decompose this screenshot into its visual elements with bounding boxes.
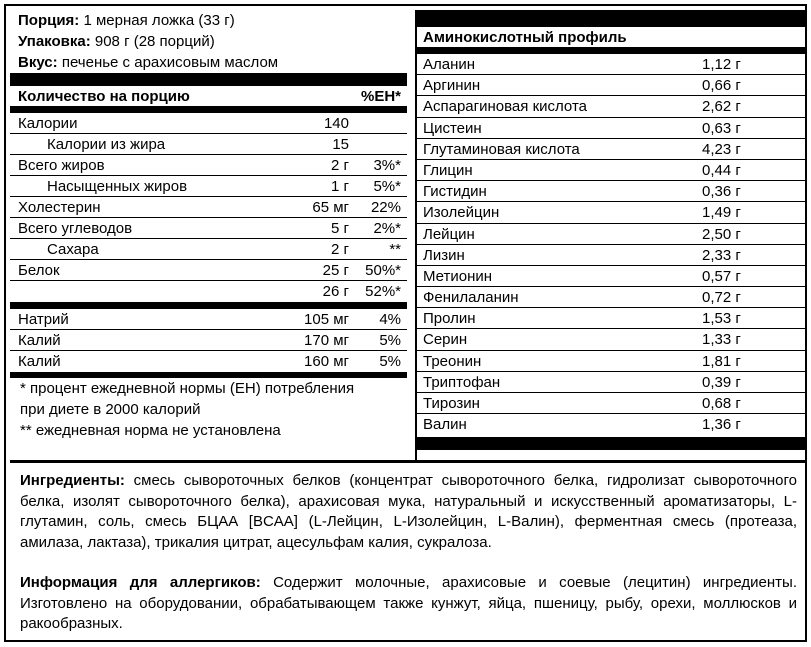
nutrient-dv: 50%* <box>365 262 401 279</box>
nutrient-name: Сахара <box>47 241 99 258</box>
amino-name: Лейцин <box>423 225 475 243</box>
amino-value: 0,66 г <box>702 77 741 95</box>
nutrient-amount: 1 г <box>331 178 349 195</box>
amino-value: 1,81 г <box>702 352 741 370</box>
amino-rows <box>417 54 806 435</box>
nutrient-amount: 2 г <box>331 241 349 258</box>
mineral-amount: 105 мг <box>304 311 349 328</box>
nutrition-header-row: Количество на порцию %ЕН* <box>10 86 407 107</box>
amino-name: Аргинин <box>423 77 481 95</box>
amino-row <box>417 75 806 96</box>
amino-value: 0,36 г <box>702 183 741 201</box>
amino-value: 0,63 г <box>702 119 741 137</box>
nutrient-name: Всего жиров <box>18 157 105 174</box>
nutrient-row <box>10 218 407 239</box>
footnote-no-dv: ** ежедневная норма не установлена <box>20 422 281 439</box>
nutrient-row <box>10 155 407 176</box>
mineral-dv: 5% <box>379 353 401 370</box>
amino-value: 0,68 г <box>702 395 741 412</box>
amino-row <box>417 414 806 435</box>
amino-value: 0,72 г <box>702 289 741 307</box>
footnote-dv-cont: при диете в 2000 калорий <box>20 401 201 418</box>
nutrient-row <box>10 197 407 218</box>
mineral-amount: 160 мг <box>304 353 349 370</box>
amino-title: Аминокислотный профиль <box>417 27 806 48</box>
amino-name: Метионин <box>423 267 493 285</box>
ingredients-section <box>10 460 805 644</box>
footnote-dv: * процент ежедневной нормы (ЕН) потребления <box>20 380 355 397</box>
amino-value: 0,44 г <box>702 161 741 179</box>
flavor: Вкус: печенье с арахисовым маслом <box>18 54 279 71</box>
amino-row <box>417 329 806 350</box>
amino-row <box>417 160 806 181</box>
nutrient-dv: 52%* <box>365 283 401 300</box>
amino-row <box>417 181 806 202</box>
nutrient-amount: 65 мг <box>312 199 349 216</box>
mineral-amount: 170 мг <box>304 332 349 349</box>
amino-value: 1,12 г <box>702 56 741 73</box>
amino-row <box>417 202 806 223</box>
amino-row <box>417 372 806 393</box>
mineral-name: Калий <box>18 332 61 349</box>
serving-size: Порция: 1 мерная ложка (33 г) <box>18 12 235 29</box>
nutrient-dv: ** <box>389 241 401 258</box>
nutrient-name: Белок <box>18 262 60 279</box>
thick-divider <box>417 437 806 450</box>
nutrient-row <box>10 113 407 134</box>
amino-value: 0,39 г <box>702 373 741 391</box>
amino-row <box>417 308 806 329</box>
amino-name: Изолейцин <box>423 204 500 222</box>
amino-row <box>417 139 806 160</box>
amino-row <box>417 96 806 117</box>
nutrient-amount: 26 г <box>322 283 349 300</box>
amino-value: 0,57 г <box>702 267 741 285</box>
amino-name: Триптофан <box>423 373 501 391</box>
amino-name: Аланин <box>423 56 476 73</box>
mineral-row <box>10 309 407 330</box>
mineral-name: Калий <box>18 353 61 370</box>
thick-divider <box>417 10 806 27</box>
amino-name: Глицин <box>423 161 473 179</box>
nutrient-dv: 3%* <box>373 157 401 174</box>
nutrient-amount: 140 <box>323 115 349 132</box>
mineral-dv: 4% <box>379 311 401 328</box>
amino-row <box>417 118 806 139</box>
amino-row <box>417 287 806 308</box>
nutrient-amount: 2 г <box>331 157 349 174</box>
mineral-rows <box>10 309 407 372</box>
nutrient-row <box>10 134 407 155</box>
nutrient-row <box>10 176 407 197</box>
nutrient-name: Калории <box>18 115 78 132</box>
amino-name: Глутаминовая кислота <box>423 140 580 158</box>
amino-acid-panel <box>415 10 806 460</box>
amino-row <box>417 351 806 372</box>
amino-value: 1,49 г <box>702 204 741 222</box>
nutrition-facts-panel <box>10 10 407 460</box>
nutrient-dv: 22% <box>370 199 401 216</box>
amino-value: 2,62 г <box>702 98 741 116</box>
amino-value: 1,33 г <box>702 331 741 349</box>
nutrition-rows <box>10 113 407 302</box>
column-gap <box>407 10 413 460</box>
medium-divider <box>10 302 407 309</box>
amino-name: Лизин <box>423 246 465 264</box>
nutrient-amount: 15 <box>332 136 349 153</box>
nutrient-name: Калории из жира <box>47 136 166 153</box>
nutrient-dv: 5%* <box>373 178 401 195</box>
amino-name: Тирозин <box>423 395 480 412</box>
amino-name: Аспарагиновая кислота <box>423 98 587 116</box>
mineral-row <box>10 330 407 351</box>
nutrient-amount: 5 г <box>331 220 349 237</box>
amino-row <box>417 224 806 245</box>
amino-name: Валин <box>423 416 467 434</box>
amino-value: 1,36 г <box>702 416 741 434</box>
amino-row <box>417 266 806 287</box>
amino-value: 2,33 г <box>702 246 741 264</box>
amino-name: Треонин <box>423 352 482 370</box>
amino-name: Серин <box>423 331 468 349</box>
amino-name: Фенилаланин <box>423 289 519 307</box>
amino-value: 1,53 г <box>702 310 741 328</box>
amino-row <box>417 245 806 266</box>
package-size: Упаковка: 908 г (28 порций) <box>18 33 215 50</box>
mineral-name: Натрий <box>18 311 69 328</box>
thick-divider <box>10 73 407 86</box>
nutrient-row <box>10 281 407 302</box>
nutrient-row <box>10 239 407 260</box>
allergen-paragraph: Информация для аллергиков: Содержит молочные, арахисовые и соевые (лецитин) ингредиенты. Изготовлено на оборудовании, обрабатывающем также кунжут, яйца, пшеницу, рыбу, орехи, моллюсков и ракообразных. <box>20 574 797 632</box>
amino-row <box>417 393 806 414</box>
nutrient-name: Всего углеводов <box>18 220 133 237</box>
ingredients-paragraph: Ингредиенты: смесь сывороточных белков (концентрат сывороточного белка, гидролизат сывороточного белка, изолят сывороточного белка), арахисовая мука, натуральный и искусственный ароматизаторы, L-глутамин, соль, смесь БЦАА [BCAA] (L-Лейцин, L-Изолейцин, L-Валин), ферментная смесь (протеаза, амилаза, лактаза), трикалия цитрат, ацесульфам калия, сукралоза. <box>20 472 797 551</box>
amino-value: 4,23 г <box>702 140 741 158</box>
amino-name: Гистидин <box>423 183 487 201</box>
nutrient-name: Холестерин <box>18 199 101 216</box>
amino-name: Цистеин <box>423 119 482 137</box>
mineral-row <box>10 351 407 372</box>
amino-value: 2,50 г <box>702 225 741 243</box>
mineral-dv: 5% <box>379 332 401 349</box>
amino-name: Пролин <box>423 310 476 328</box>
nutrition-label-frame <box>4 4 807 642</box>
nutrient-name: Насыщенных жиров <box>47 178 188 195</box>
nutrient-dv: 2%* <box>373 220 401 237</box>
amino-row <box>417 54 806 75</box>
nutrient-row <box>10 260 407 281</box>
nutrient-amount: 25 г <box>322 262 349 279</box>
